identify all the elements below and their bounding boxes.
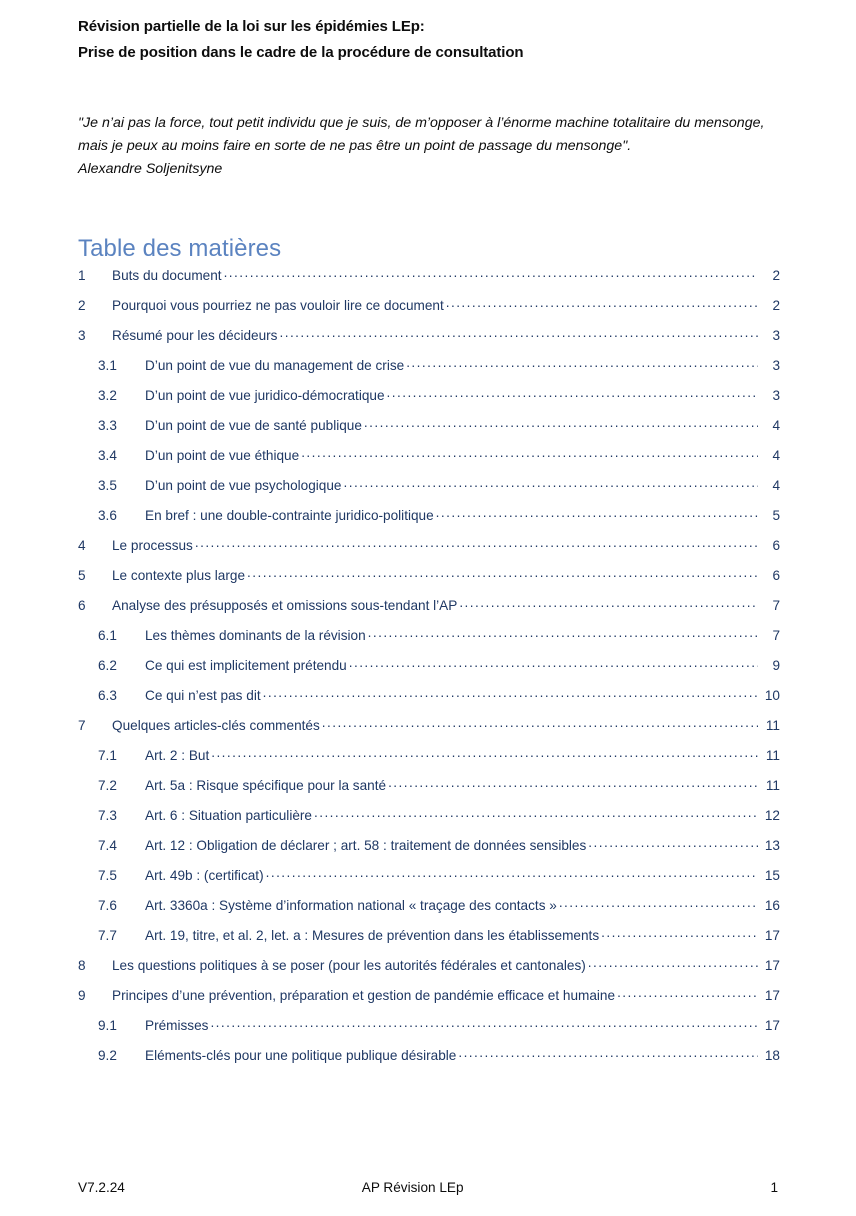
toc-dot-leader bbox=[349, 656, 758, 670]
toc-entry-page-number: 17 bbox=[764, 1017, 780, 1033]
toc-entry-label: D’un point de vue psychologique bbox=[145, 477, 342, 493]
toc-dot-leader bbox=[368, 626, 758, 640]
toc-dot-leader bbox=[247, 566, 758, 580]
toc-entry-label: Les questions politiques à se poser (pour les autorités fédérales et cantonales) bbox=[112, 957, 586, 973]
toc-entry-page-number: 9 bbox=[772, 657, 780, 673]
toc-entry-page-number: 10 bbox=[764, 687, 780, 703]
toc-entry-label: Art. 3360a : Système d’information national « traçage des contacts » bbox=[145, 897, 557, 913]
toc-entry-label: Art. 49b : (certificat) bbox=[145, 867, 264, 883]
toc-entry-number: 1 bbox=[78, 267, 86, 283]
toc-entry[interactable] bbox=[78, 1016, 780, 1046]
toc-entry-label: Le contexte plus large bbox=[112, 567, 246, 583]
toc-entry-label: Prémisses bbox=[145, 1017, 209, 1033]
footer-version: V7.2.24 bbox=[78, 1180, 125, 1195]
toc-entry[interactable] bbox=[78, 1046, 780, 1076]
toc-dot-leader bbox=[601, 926, 758, 940]
toc-entry[interactable] bbox=[78, 356, 780, 386]
toc-entry[interactable] bbox=[78, 866, 780, 896]
toc-entry-label: Les thèmes dominants de la révision bbox=[145, 627, 366, 643]
toc-entry-label: Ce qui n’est pas dit bbox=[145, 687, 261, 703]
toc-entry[interactable] bbox=[78, 326, 780, 356]
toc-entry-page-number: 3 bbox=[772, 357, 780, 373]
toc-entry-label: Quelques articles-clés commentés bbox=[112, 717, 320, 733]
toc-dot-leader bbox=[210, 1016, 758, 1030]
toc-entry[interactable] bbox=[78, 686, 780, 716]
toc-entry-page-number: 4 bbox=[772, 417, 780, 433]
toc-entry-page-number: 2 bbox=[772, 297, 780, 313]
toc-entry-page-number: 17 bbox=[764, 927, 780, 943]
toc-entry-number: 7.7 bbox=[98, 927, 117, 943]
toc-entry-number: 8 bbox=[78, 957, 86, 973]
toc-entry[interactable] bbox=[78, 896, 780, 926]
toc-entry-page-number: 15 bbox=[764, 867, 780, 883]
document-title-line-1: Révision partielle de la loi sur les épidémies LEp: bbox=[78, 18, 425, 35]
toc-entry[interactable] bbox=[78, 566, 780, 596]
toc-entry-page-number: 11 bbox=[765, 747, 780, 763]
toc-entry-number: 6.3 bbox=[98, 687, 117, 703]
toc-entry-label: Art. 12 : Obligation de déclarer ; art. 58 : traitement de données sensibles bbox=[145, 837, 587, 853]
toc-entry-page-number: 5 bbox=[772, 507, 780, 523]
toc-dot-leader bbox=[279, 326, 758, 340]
toc-dot-leader bbox=[266, 866, 758, 880]
toc-entry[interactable] bbox=[78, 626, 780, 656]
toc-entry-label: Résumé pour les décideurs bbox=[112, 327, 278, 343]
toc-entry[interactable] bbox=[78, 776, 780, 806]
toc-entry-page-number: 11 bbox=[765, 717, 780, 733]
toc-dot-leader bbox=[559, 896, 758, 910]
table-of-contents bbox=[78, 266, 780, 1076]
toc-entry[interactable] bbox=[78, 836, 780, 866]
toc-entry[interactable] bbox=[78, 506, 780, 536]
toc-entry-number: 2 bbox=[78, 297, 86, 313]
toc-entry-number: 9 bbox=[78, 987, 86, 1003]
toc-dot-leader bbox=[617, 986, 758, 1000]
toc-dot-leader bbox=[436, 506, 758, 520]
toc-entry-label: Pourquoi vous pourriez ne pas vouloir lire ce document bbox=[112, 297, 444, 313]
toc-entry-number: 9.1 bbox=[98, 1017, 117, 1033]
toc-entry-label: Art. 5a : Risque spécifique pour la santé bbox=[145, 777, 387, 793]
toc-dot-leader bbox=[344, 476, 759, 490]
document-title bbox=[78, 14, 778, 66]
toc-entry-number: 7.1 bbox=[98, 747, 117, 763]
toc-entry-page-number: 18 bbox=[764, 1047, 780, 1063]
toc-dot-leader bbox=[301, 446, 758, 460]
toc-entry-number: 7.5 bbox=[98, 867, 117, 883]
toc-entry[interactable] bbox=[78, 416, 780, 446]
toc-entry-page-number: 12 bbox=[764, 807, 780, 823]
page-footer bbox=[78, 1180, 778, 1195]
toc-entry-label: Analyse des présupposés et omissions sous-tendant l’AP bbox=[112, 597, 458, 613]
toc-entry-label: D’un point de vue juridico-démocratique bbox=[145, 387, 385, 403]
toc-entry[interactable] bbox=[78, 716, 780, 746]
toc-entry-label: Art. 19, titre, et al. 2, let. a : Mesures de prévention dans les établissements bbox=[145, 927, 600, 943]
toc-dot-leader bbox=[388, 776, 758, 790]
toc-entry-label: En bref : une double-contrainte juridico-politique bbox=[145, 507, 434, 523]
toc-entry-number: 6.1 bbox=[98, 627, 117, 643]
toc-entry-page-number: 17 bbox=[764, 957, 780, 973]
toc-dot-leader bbox=[224, 266, 758, 280]
footer-page-number: 1 bbox=[770, 1180, 778, 1195]
toc-entry[interactable] bbox=[78, 446, 780, 476]
epigraph-quote bbox=[78, 112, 766, 181]
toc-dot-leader bbox=[211, 746, 758, 760]
toc-entry[interactable] bbox=[78, 536, 780, 566]
toc-entry[interactable] bbox=[78, 746, 780, 776]
toc-entry-page-number: 4 bbox=[772, 447, 780, 463]
toc-dot-leader bbox=[322, 716, 758, 730]
toc-entry[interactable] bbox=[78, 476, 780, 506]
toc-dot-leader bbox=[458, 1046, 758, 1060]
toc-entry[interactable] bbox=[78, 296, 780, 326]
toc-entry-label: Buts du document bbox=[112, 267, 222, 283]
toc-entry-number: 9.2 bbox=[98, 1047, 117, 1063]
toc-entry[interactable] bbox=[78, 986, 780, 1016]
toc-entry-page-number: 17 bbox=[764, 987, 780, 1003]
toc-entry-number: 5 bbox=[78, 567, 86, 583]
toc-entry-label: Ce qui est implicitement prétendu bbox=[145, 657, 347, 673]
toc-entry[interactable] bbox=[78, 956, 780, 986]
toc-entry-number: 3.2 bbox=[98, 387, 117, 403]
toc-entry-number: 6.2 bbox=[98, 657, 117, 673]
toc-entry-number: 4 bbox=[78, 537, 86, 553]
toc-entry[interactable] bbox=[78, 266, 780, 296]
toc-entry-page-number: 7 bbox=[772, 627, 780, 643]
toc-dot-leader bbox=[364, 416, 758, 430]
toc-entry-number: 3.4 bbox=[98, 447, 117, 463]
toc-entry-number: 7.6 bbox=[98, 897, 117, 913]
toc-entry-number: 7.3 bbox=[98, 807, 117, 823]
toc-entry-page-number: 3 bbox=[772, 327, 780, 343]
toc-entry-number: 7.2 bbox=[98, 777, 117, 793]
toc-entry-number: 7.4 bbox=[98, 837, 117, 853]
toc-entry-label: Eléments-clés pour une politique publique désirable bbox=[145, 1047, 457, 1063]
toc-entry-number: 7 bbox=[78, 717, 86, 733]
toc-entry-page-number: 2 bbox=[772, 267, 780, 283]
toc-entry-number: 3 bbox=[78, 327, 86, 343]
toc-dot-leader bbox=[406, 356, 758, 370]
toc-entry-page-number: 7 bbox=[772, 597, 780, 613]
toc-dot-leader bbox=[588, 956, 758, 970]
toc-entry-number: 3.5 bbox=[98, 477, 117, 493]
toc-dot-leader bbox=[588, 836, 758, 850]
toc-dot-leader bbox=[263, 686, 758, 700]
toc-entry-number: 3.1 bbox=[98, 357, 117, 373]
toc-dot-leader bbox=[387, 386, 758, 400]
toc-entry-label: D’un point de vue du management de crise bbox=[145, 357, 405, 373]
toc-dot-leader bbox=[446, 296, 758, 310]
toc-entry-label: Art. 6 : Situation particulière bbox=[145, 807, 312, 823]
toc-entry-page-number: 6 bbox=[772, 537, 780, 553]
toc-entry[interactable] bbox=[78, 806, 780, 836]
quote-author: Alexandre Soljenitsyne bbox=[78, 161, 223, 177]
toc-entry-page-number: 6 bbox=[772, 567, 780, 583]
toc-entry-page-number: 3 bbox=[772, 387, 780, 403]
toc-entry[interactable] bbox=[78, 926, 780, 956]
toc-entry-page-number: 16 bbox=[764, 897, 780, 913]
toc-entry-label: D’un point de vue de santé publique bbox=[145, 417, 362, 433]
footer-title: AP Révision LEp bbox=[361, 1180, 464, 1195]
toc-entry-label: Le processus bbox=[112, 537, 193, 553]
toc-entry[interactable] bbox=[78, 386, 780, 416]
quote-text: "Je n’ai pas la force, tout petit individu que je suis, de m’opposer à l’énorme machine totalitaire du mensonge, mais je peux au moins faire en sorte de ne pas être un point de passage du mensonge". bbox=[78, 115, 765, 154]
toc-entry-number: 3.6 bbox=[98, 507, 117, 523]
document-title-line-2: Prise de position dans le cadre de la procédure de consultation bbox=[78, 44, 524, 61]
toc-dot-leader bbox=[459, 596, 758, 610]
toc-entry-page-number: 11 bbox=[765, 777, 780, 793]
toc-entry[interactable] bbox=[78, 596, 780, 626]
toc-heading: Table des matières bbox=[78, 235, 282, 262]
toc-entry-number: 6 bbox=[78, 597, 86, 613]
toc-dot-leader bbox=[314, 806, 758, 820]
toc-entry-label: Art. 2 : But bbox=[145, 747, 210, 763]
toc-entry-number: 3.3 bbox=[98, 417, 117, 433]
toc-entry-label: Principes d’une prévention, préparation et gestion de pandémie efficace et humaine bbox=[112, 987, 616, 1003]
toc-dot-leader bbox=[195, 536, 758, 550]
toc-entry-page-number: 13 bbox=[764, 837, 780, 853]
toc-entry-label: D’un point de vue éthique bbox=[145, 447, 300, 463]
toc-entry-page-number: 4 bbox=[772, 477, 780, 493]
toc-entry[interactable] bbox=[78, 656, 780, 686]
